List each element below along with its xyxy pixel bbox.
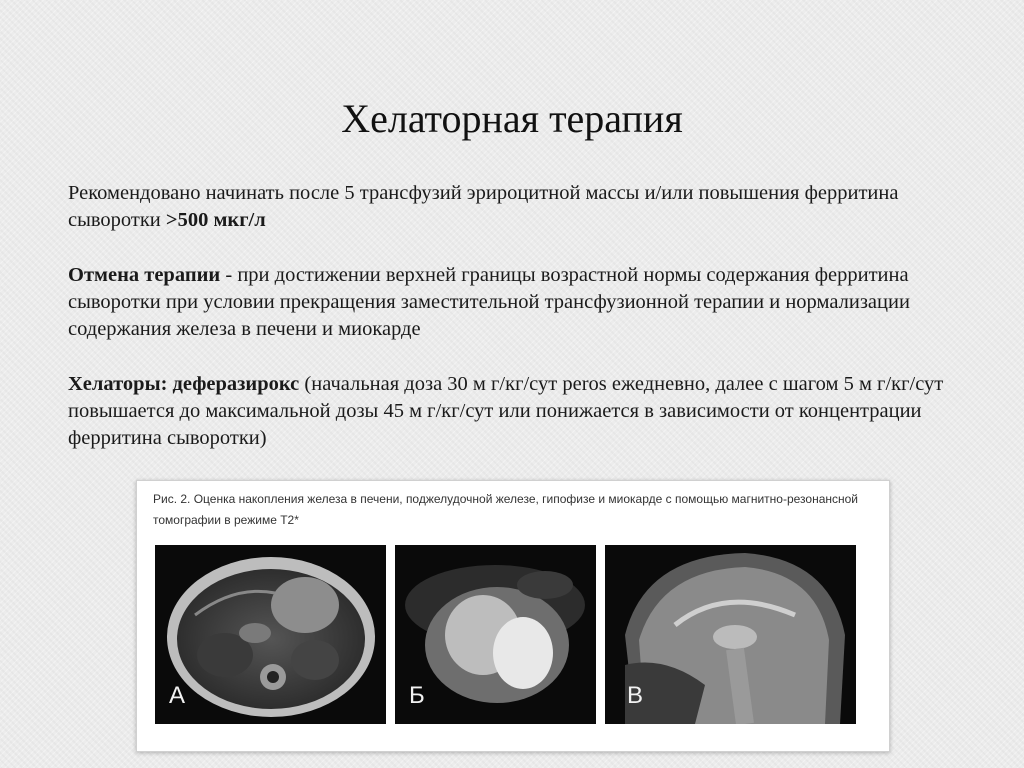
panel-label-b: Б: [409, 682, 425, 709]
chelators-text: (начальная доза 30 м г/кг/сут peros ежедневно, далее с шагом 5 м г/кг/сут повышается до максимальной дозы 45 м г/кг/сут или понижается в зависимости от концентрации ферритина сыворотки): [68, 373, 944, 449]
ferritin-threshold: >500 мкг/л: [165, 209, 266, 231]
panel-label-c: В: [627, 682, 644, 709]
paragraph-discontinuation: [68, 262, 968, 343]
mri-figure: [136, 480, 890, 752]
discontinuation-heading: Отмена терапии: [68, 264, 221, 286]
paragraph-initiation: [68, 180, 968, 234]
discontinuation-text: - при достижении верхней границы возрастной нормы содержания ферритина сыворотки при условии прекращения заместительной трансфузионной терапии и нормализации содержания железа в печени и миокарде: [68, 264, 910, 340]
panel-label-a: А: [169, 682, 186, 709]
heart-mri-image: [395, 545, 596, 724]
figure-caption: Рис. 2. Оценка накопления железа в печени, поджелудочной железе, гипофизе и миокарде с помощью магнитно-резонансной томографии в режиме Т2*: [153, 492, 859, 527]
mri-panel-head: [605, 545, 856, 724]
slide-title: Хелаторная терапия: [341, 96, 683, 141]
paragraph-chelators: [68, 371, 968, 452]
mri-panel-abdomen: [155, 545, 386, 724]
abdomen-mri-image: [155, 545, 386, 724]
chelators-heading: Хелаторы: деферазирокс: [68, 373, 300, 395]
paragraph-initiation-text: Рекомендовано начинать после 5 трансфузий эрироцитной массы и/или повышения ферритина сыворотки: [68, 182, 899, 231]
mri-panel-heart: [395, 545, 596, 724]
